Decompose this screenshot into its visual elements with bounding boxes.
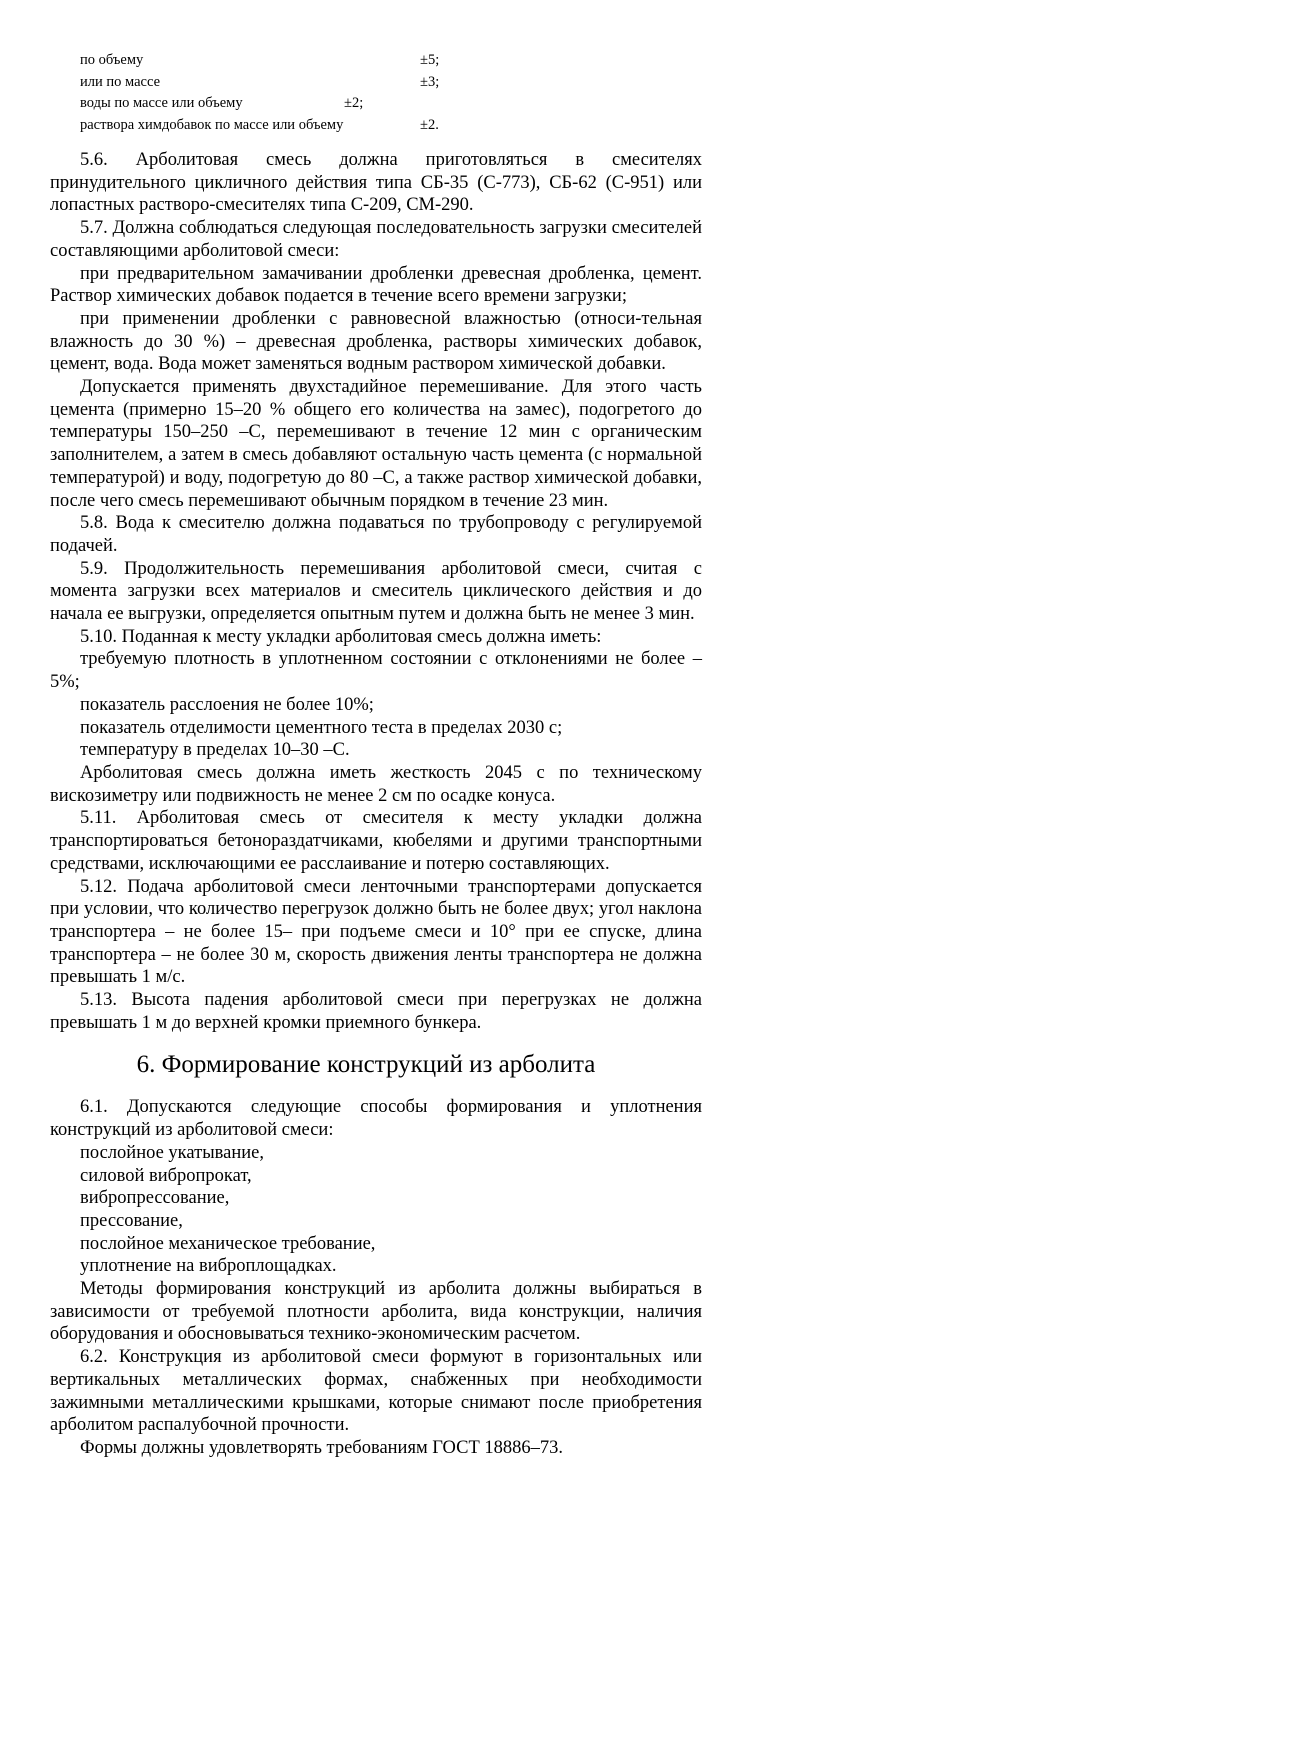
tolerance-row: [80, 72, 500, 94]
paragraph-5-8: 5.8. Вода к смесителю должна подаваться по трубопроводу с регулируемой подачей.: [50, 513, 702, 556]
paragraph-5-7-presoak: при предварительном замачивании дробленки древесная дробленка, цемент. Раствор химических добавок подается в течение всего времени загрузки;: [50, 263, 702, 307]
paragraph-5-10-segregation: показатель расслоения не более 10%;: [80, 694, 374, 715]
paragraph-5-6: 5.6. Арболитовая смесь должна приготовляться в смесителях принудительного цикличного действия типа СБ-35 (С-773), СБ-62 (С-951) или лопастных растворо-смесителях типа С-209, СМ-290.: [50, 150, 702, 216]
tolerance-label: воды по массе или объему: [80, 95, 243, 111]
paragraph-5-10-separability: показатель отделимости цементного теста в пределах 2030 с;: [80, 717, 563, 738]
method-list-item: прессование,: [80, 1210, 183, 1231]
tolerance-value: ±3;: [420, 73, 440, 90]
paragraph-5-13: 5.13. Высота падения арболитовой смеси при перегрузках не должна превышать 1 м до верхней кромки приемного бункера.: [50, 990, 702, 1033]
paragraph-5-7-equilibrium: при применении дробленки с равновесной влажностью (относи-тельная влажность до 30 %) – древесная дробленка, растворы химических добавок, цемент, вода. Вода может заменяться водным раствором химической добавки.: [50, 308, 702, 375]
tolerance-label: или по массе: [80, 73, 161, 90]
tolerance-row: [80, 93, 500, 115]
tolerance-value: ±2.: [420, 116, 439, 133]
tolerance-row: [80, 50, 500, 72]
paragraph-5-10: 5.10. Поданная к месту укладки арболитовая смесь должна иметь:: [80, 626, 602, 647]
paragraph-6-1-methods-choice: Методы формирования конструкций из арболита должны выбираться в зависимости от требуемой плотности арболита, вида конструкции, наличия оборудования и обосновываться технико-экономическим расчетом.: [50, 1279, 702, 1345]
method-list-item: силовой вибропрокат,: [80, 1165, 252, 1186]
tolerance-table: [80, 50, 500, 136]
tolerance-row: [80, 115, 500, 137]
paragraph-5-7-two-stage: Допускается применять двухстадийное перемешивание. Для этого часть цемента (примерно 15–20 % общего его количества на замес), подогретого до температуры 150–250 –С, перемешивают в течение 12 мин с органическим заполнителем, а затем в смесь добавляют остальную часть цемента (с нормальной температурой) и воду, подогретую до 80 –С, а также раствор химической добавки, после чего смесь перемешивают обычным порядком в течение 23 мин.: [50, 377, 702, 511]
method-list-item: уплотнение на виброплощадках.: [80, 1256, 337, 1277]
tolerance-label: по объему: [80, 52, 144, 68]
tolerance-value: ±2;: [344, 95, 364, 111]
method-list-item: послойное укатывание,: [80, 1142, 264, 1163]
method-list-item: вибропрессование,: [80, 1188, 230, 1209]
paragraph-5-10-stiffness: Арболитовая смесь должна иметь жесткость 2045 с по техническому вискозиметру или подвижность не менее 2 см по осадке конуса.: [50, 762, 702, 806]
paragraph-6-2: 6.2. Конструкция из арболитовой смеси формуют в горизонтальных или вертикальных металлических формах, снабженных при необходимости зажимными металлическими крышками, которые снимают после приобретения арболитом распалубочной прочности.: [50, 1347, 702, 1436]
section-6-heading: 6. Формирование конструкций из арболита: [136, 1051, 596, 1079]
paragraph-6-2-forms: Формы должны удовлетворять требованиям ГОСТ 18886–73.: [80, 1437, 564, 1458]
paragraph-6-1: 6.1. Допускаются следующие способы формирования и уплотнения конструкций из арболитовой смеси:: [50, 1097, 702, 1141]
document-body: [50, 149, 702, 1460]
paragraph-5-10-density: требуемую плотность в уплотненном состоянии с отклонениями не более –5%;: [50, 649, 702, 693]
paragraph-5-9: 5.9. Продолжительность перемешивания арболитовой смеси, считая с момента загрузки всех материалов и смеситель циклического действия и до начала ее выгрузки, определяется опытным путем и должна быть не менее 3 мин.: [50, 558, 702, 625]
paragraph-5-11: 5.11. Арболитовая смесь от смесителя к месту укладки должна транспортироваться бетонораздатчиками, кюбелями и другими транспортными средствами, исключающими ее расслаивание и потерю составляющих.: [50, 808, 702, 874]
method-list-item: послойное механическое требование,: [80, 1233, 376, 1254]
paragraph-5-7: 5.7. Должна соблюдаться следующая последовательность загрузки смесителей составляющими арболитовой смеси:: [50, 218, 702, 261]
tolerance-label: раствора химдобавок по массе или объему: [80, 116, 344, 133]
paragraph-5-10-temperature: температуру в пределах 10–30 –С.: [80, 740, 350, 761]
paragraph-5-12: 5.12. Подача арболитовой смеси ленточными транспортерами допускается при условии, что количество перегрузок должно быть не более двух; угол наклона транспортера – не более 15– при подъеме смеси и 10° при ее спуске, длина транспортера – не более 30 м, скорость движения ленты транспортера не должна превышать 1 м/с.: [50, 876, 702, 988]
tolerance-value: ±5;: [420, 52, 440, 68]
